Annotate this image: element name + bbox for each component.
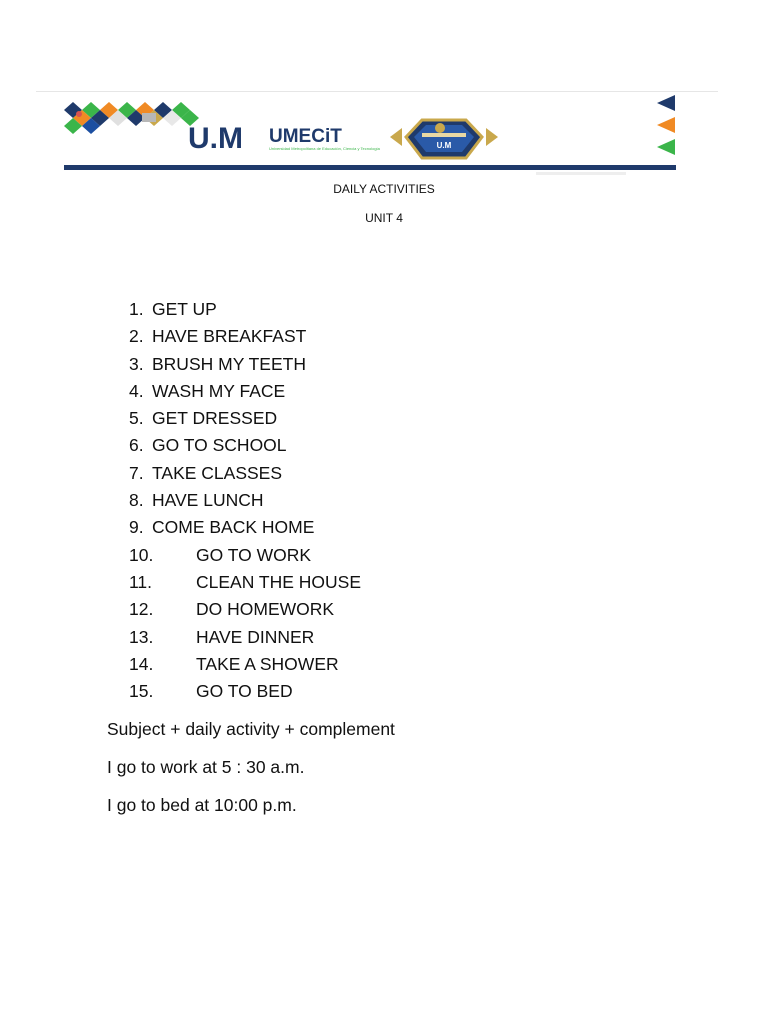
header-banner: [36, 92, 718, 176]
list-item-label: DO HOMEWORK: [196, 599, 335, 620]
list-item-number: 6.: [129, 435, 144, 456]
list-item-label: GO TO SCHOOL: [152, 435, 287, 456]
list-item-number: 4.: [129, 380, 144, 401]
sentence-examples: [107, 717, 395, 831]
list-item-number: 1.: [129, 299, 144, 319]
list-item-label: GET UP: [152, 299, 217, 319]
svg-text:U.M: U.M: [436, 141, 452, 150]
list-item-number: 11.: [129, 571, 153, 592]
header-navy-rule: [64, 165, 676, 170]
list-item-label: CLEAN THE HOUSE: [196, 571, 361, 592]
list-item-label: TAKE A SHOWER: [196, 653, 339, 674]
list-item-label: GO TO BED: [196, 681, 293, 702]
list-item-label: GET DRESSED: [152, 408, 278, 429]
list-item-number: 7.: [129, 462, 144, 483]
umecit-logo: UMECiT: [269, 126, 342, 147]
list-item-number: 15.: [129, 681, 154, 702]
list-item-number: 10.: [129, 544, 154, 565]
list-item-number: 3.: [129, 353, 144, 374]
list-item-label: BRUSH MY TEETH: [152, 353, 306, 374]
um-logo: U.M: [188, 122, 243, 155]
umecit-subtitle: Universidad Metropolitana de Educación, Ciencia y Tecnología: [269, 146, 380, 151]
sentence-structure: Subject + daily activity + complement: [107, 719, 395, 739]
list-item-number: 12.: [129, 599, 154, 620]
decorative-triangles: [657, 95, 675, 155]
list-item-label: TAKE CLASSES: [152, 462, 283, 483]
list-item-number: 14.: [129, 653, 154, 674]
university-seal-icon: [390, 120, 498, 158]
list-item-label: HAVE BREAKFAST: [152, 326, 307, 347]
list-item-label: HAVE DINNER: [196, 626, 315, 647]
list-item-label: HAVE LUNCH: [152, 490, 264, 511]
list-item-label: COME BACK HOME: [152, 517, 315, 538]
list-item-number: 13.: [129, 626, 154, 647]
example-sentence: I go to bed at 10:00 p.m.: [107, 795, 297, 815]
decorative-diamonds: [64, 102, 199, 134]
list-item-label: GO TO WORK: [196, 544, 312, 565]
document-title: DAILY ACTIVITIES: [333, 182, 435, 196]
unit-label: UNIT 4: [365, 211, 403, 225]
list-item-number: 2.: [129, 326, 144, 347]
list-item-number: 8.: [129, 490, 144, 511]
list-item-number: 9.: [129, 517, 144, 538]
list-item-label: WASH MY FACE: [152, 380, 286, 401]
example-sentence: I go to work at 5 : 30 a.m.: [107, 757, 305, 777]
list-item-number: 5.: [129, 408, 144, 429]
